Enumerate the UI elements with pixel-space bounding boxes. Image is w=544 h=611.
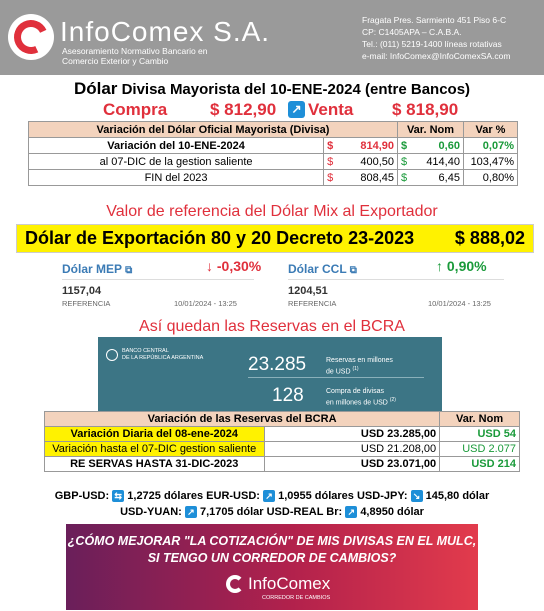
- bcra-seal-icon: [106, 349, 118, 361]
- table-row: [45, 442, 520, 457]
- currency-symbol: $: [398, 154, 412, 170]
- table-header: Variación de las Reservas del BCRA: [45, 412, 440, 427]
- ccl-ref-label: REFERENCIA: [288, 299, 337, 308]
- arrow-down-right-icon: ↘: [411, 490, 423, 502]
- eur-value: 1,0955 dólares: [278, 490, 354, 502]
- row-label: Variación Diaria del 08-ene-2024: [45, 427, 265, 442]
- external-link-icon: ⧉: [125, 265, 133, 276]
- row-label: RE SERVAS HASTA 31-DIC-2023: [45, 457, 265, 472]
- row-value: 808,45: [338, 170, 398, 186]
- email-line: e-mail: InfoComex@InfoComexSA.com: [362, 51, 511, 61]
- var-nom: 0,60: [412, 138, 464, 154]
- mep-ref-label: REFERENCIA: [62, 299, 111, 308]
- table-header: Var. Nom: [398, 122, 464, 138]
- export-value: $ 888,02: [454, 228, 525, 248]
- reservas-table: [44, 411, 520, 472]
- banner-brand: InfoComex: [248, 574, 331, 593]
- ccl-date: 10/01/2024 - 13:25: [428, 299, 491, 308]
- currency-symbol: $: [324, 138, 338, 154]
- title-first-word: Dólar: [73, 79, 118, 98]
- fx-rates-line: [0, 506, 544, 518]
- bcra-panel: [98, 337, 442, 411]
- purchase-label: [326, 397, 396, 406]
- ref-title: Valor de referencia del Dólar Mix al Exportador: [106, 203, 438, 220]
- phone-line: Tel.: (011) 5219-1400 líneas rotativas: [362, 39, 502, 49]
- title-rest: Divisa Mayorista del 10-ENE-2024 (entre Bancos): [121, 81, 471, 98]
- yuan-value: 7,1705 dólar: [199, 506, 264, 518]
- real-value: 4,8950 dólar: [360, 506, 424, 518]
- row-value: USD 23.285,00: [264, 427, 440, 442]
- var-nom: 6,45: [412, 170, 464, 186]
- brand-tagline: Comercio Exterior y Cambio: [62, 56, 169, 66]
- mep-label-text: Dólar MEP: [62, 262, 122, 276]
- address-line: CP: C1405APA – C.A.B.A.: [362, 27, 462, 37]
- gbp-value: 1,2725 dólares: [127, 490, 204, 502]
- external-link-icon: ⧉: [349, 265, 357, 276]
- infocomex-logo-icon: [8, 14, 54, 60]
- currency-symbol: $: [324, 170, 338, 186]
- jpy-label: USD-JPY:: [356, 490, 408, 502]
- ccl-label[interactable]: [288, 262, 357, 276]
- arrow-up-icon: ↑: [436, 258, 443, 274]
- var-pct: 103,47%: [463, 154, 517, 170]
- currency-symbol: $: [398, 138, 412, 154]
- ccl-change: [436, 258, 487, 274]
- export-label: Dólar de Exportación 80 y 20 Decreto 23-2023: [25, 228, 415, 248]
- row-value: USD 23.071,00: [264, 457, 440, 472]
- purchase-label-text: en millones de USD: [326, 399, 388, 407]
- banner-sub: CORREDOR DE CAMBIOS: [262, 595, 331, 601]
- brand-name: InfoComex S.A.: [60, 16, 271, 47]
- purchase-label: Compra de divisas: [326, 388, 384, 395]
- divider: [288, 279, 504, 280]
- currency-symbol: $: [398, 170, 412, 186]
- row-value: 400,50: [338, 154, 398, 170]
- footnote-mark: (1): [352, 366, 359, 372]
- reserves-label: [326, 366, 359, 375]
- var-nom: USD 54: [440, 427, 520, 442]
- footnote-mark: (2): [389, 397, 396, 403]
- ccl-change-value: 0,90%: [446, 258, 487, 274]
- table-header-row: [45, 412, 520, 427]
- table-header: Variación del Dólar Oficial Mayorista (Divisa): [29, 122, 398, 138]
- dolar-oficial-table: [28, 121, 518, 186]
- arrow-up-right-icon: ↗: [263, 490, 275, 502]
- yuan-label: USD-YUAN:: [120, 506, 182, 518]
- compra-value: $ 812,90: [210, 100, 277, 119]
- currency-symbol: $: [324, 154, 338, 170]
- table-row: [45, 427, 520, 442]
- row-label: Variación del 10-ENE-2024: [29, 138, 324, 154]
- var-nom: USD 214: [440, 457, 520, 472]
- compra-venta-row: [0, 98, 544, 120]
- row-label: al 07-DIC de la gestion saliente: [29, 154, 324, 170]
- brand-tagline: Asesoramiento Normativo Bancario en: [62, 46, 208, 56]
- fx-rates-line: [0, 490, 544, 502]
- mep-change-value: -0,30%: [216, 258, 262, 274]
- mep-value: 1157,04: [62, 285, 102, 297]
- promo-banner[interactable]: [66, 524, 478, 610]
- var-nom: USD 2.077: [440, 442, 520, 457]
- table-row: [29, 154, 518, 170]
- reserves-label-text: de USD: [326, 368, 351, 376]
- var-pct: 0,07%: [463, 138, 517, 154]
- table-row: [29, 170, 518, 186]
- table-header: Var. Nom: [440, 412, 520, 427]
- mep-label[interactable]: [62, 262, 132, 276]
- arrow-up-right-icon: ↗: [288, 101, 305, 118]
- real-label: USD-REAL Br:: [266, 506, 343, 518]
- divider: [248, 377, 424, 378]
- row-label: FIN del 2023: [29, 170, 324, 186]
- reserves-label: Reservas en millones: [326, 357, 393, 364]
- venta-label: Venta: [308, 100, 354, 119]
- table-row: [29, 138, 518, 154]
- var-nom: 414,40: [412, 154, 464, 170]
- table-header: Var %: [463, 122, 517, 138]
- table-header-row: [29, 122, 518, 138]
- divider: [62, 279, 254, 280]
- bcra-name: BANCO CENTRAL: [122, 348, 169, 354]
- infocomex-logo-icon: [226, 575, 244, 593]
- arrow-down-icon: ↓: [206, 258, 213, 274]
- arrow-up-right-icon: ↗: [185, 506, 197, 518]
- swap-icon: ⇆: [112, 490, 124, 502]
- mep-date: 10/01/2024 - 13:25: [174, 299, 237, 308]
- export-dollar-banner: [16, 224, 534, 253]
- purchase-value: 128: [272, 385, 304, 406]
- address-line: Fragata Pres. Sarmiento 451 Piso 6-C: [362, 15, 507, 25]
- jpy-value: 145,80 dólar: [425, 490, 490, 502]
- reservas-title: Así quedan las Reservas en el BCRA: [139, 318, 405, 335]
- venta-value: $ 818,90: [392, 100, 459, 119]
- page-title: [0, 79, 544, 99]
- ccl-value: 1204,51: [288, 285, 328, 297]
- compra-label: Compra: [103, 100, 168, 119]
- table-row: [45, 457, 520, 472]
- row-value: USD 21.208,00: [264, 442, 440, 457]
- arrow-up-right-icon: ↗: [345, 506, 357, 518]
- var-pct: 0,80%: [463, 170, 517, 186]
- bcra-name: DE LA REPÚBLICA ARGENTINA: [122, 355, 204, 361]
- reserves-value: 23.285: [248, 354, 307, 375]
- banner-line: ¿CÓMO MEJORAR "LA COTIZACIÓN" DE MIS DIVISAS EN EL MULC,: [67, 534, 477, 548]
- gbp-label: GBP-USD:: [54, 490, 110, 502]
- ccl-label-text: Dólar CCL: [288, 262, 347, 276]
- mep-change: [206, 258, 261, 274]
- row-label: Variación hasta el 07-DIC gestion saliente: [45, 442, 265, 457]
- banner-line: SI TENGO UN CORREDOR DE CAMBIOS?: [147, 551, 397, 565]
- row-value: 814,90: [338, 138, 398, 154]
- eur-label: EUR-USD:: [206, 490, 260, 502]
